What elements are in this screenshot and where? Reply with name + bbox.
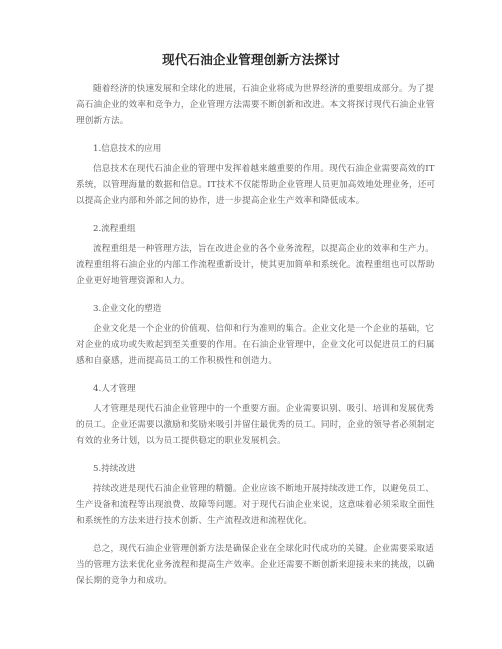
section-heading-4: 4.人才管理 bbox=[93, 384, 136, 394]
document-title: 现代石油企业管理创新方法探讨 bbox=[162, 52, 340, 67]
section-body-5: 持续改进是现代石油企业管理的精髓。企业应该不断地开展持续改进工作，以避免员工、生产设备和流程等出现浪费、故障等问题。对于现代石油企业来说，这意味着必须采取全面性和系统性的方法来进行技术创新、生产流程改进和流程优化。 bbox=[76, 484, 435, 526]
section-body-1: 信息技术在现代石油企业的管理中发挥着越来越重要的作用。现代石油企业需要高效的IT系统，以管理海量的数据和信息。IT技术不仅能帮助企业管理人员更加高效地处理业务，还可以提高企业内部和外部之间的协作，进一步提高企业生产效率和降低成本。 bbox=[76, 164, 436, 206]
section-heading-3: 3.企业文化的塑造 bbox=[93, 304, 162, 314]
section-heading-5: 5.持续改进 bbox=[93, 464, 136, 474]
section-body-3: 企业文化是一个企业的价值观、信仰和行为准则的集合。企业文化是一个企业的基础，它对企业的成功或失败起到至关重要的作用。在石油企业管理中，企业文化可以促进员工的归属感和自豪感，进而提高员工的工作积极性和创造力。 bbox=[76, 324, 435, 366]
section-body-2: 流程重组是一种管理方法，旨在改进企业的各个业务流程，以提高企业的效率和生产力。流程重组将石油企业的内部工作流程重新设计，使其更加简单和系统化。流程重组也可以帮助企业更好地管理资源和人力。 bbox=[76, 244, 435, 286]
section-body-4: 人才管理是现代石油企业管理中的一个重要方面。企业需要识别、吸引、培训和发展优秀的员工。企业还需要以激励和奖励来吸引并留住最优秀的员工。同时，企业的领导者必须制定有效的业务计划，以为员工提供稳定的职业发展机会。 bbox=[76, 404, 435, 446]
conclusion-paragraph: 总之，现代石油企业管理创新方法是确保企业在全球化时代成功的关键。企业需要采取适当的管理方法来优化业务流程和提高生产效率。企业还需要不断创新来迎接未来的挑战，以确保长期的竞争力和成功。 bbox=[76, 544, 435, 586]
intro-paragraph: 随着经济的快速发展和全球化的进展，石油企业将成为世界经济的重要组成部分。为了提高石油企业的效率和竞争力，企业管理方法需要不断创新和改进。本文将探讨现代石油企业管理创新方法。 bbox=[76, 84, 435, 126]
section-heading-1: 1.信息技术的应用 bbox=[93, 144, 162, 154]
section-heading-2: 2.流程重组 bbox=[93, 224, 136, 234]
